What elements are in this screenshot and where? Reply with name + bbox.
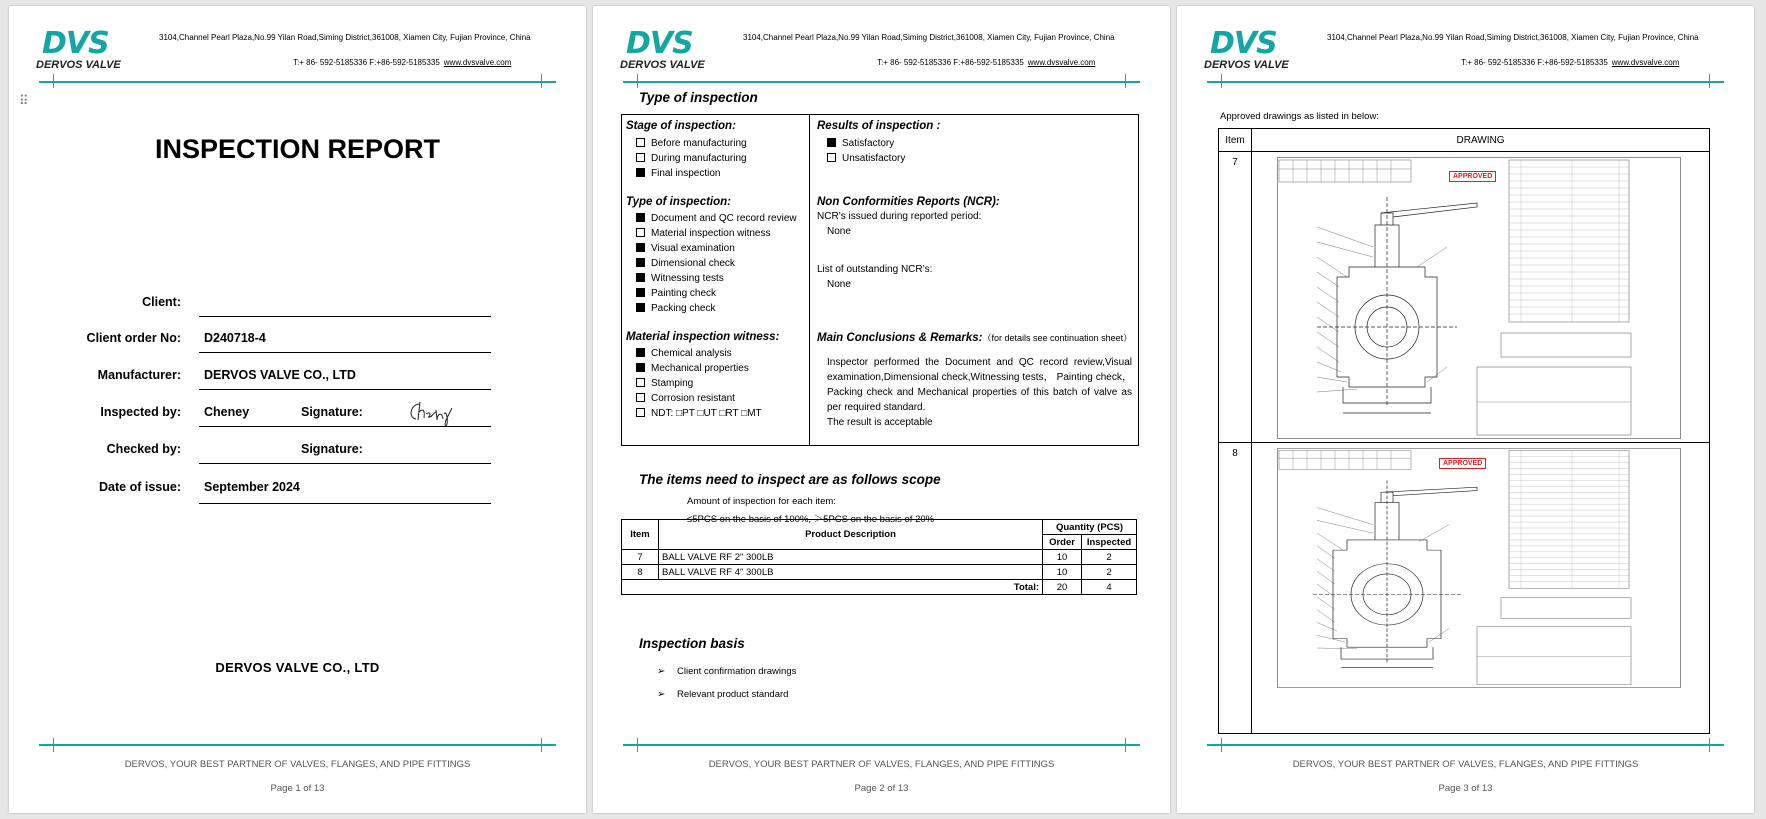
page-number: Page 3 of 13 xyxy=(1438,783,1493,794)
inspected-label: Inspected by: xyxy=(100,405,181,419)
header-address: 3104,Channel Pearl Plaza,No.99 Yilan Road,Siming District,361008, Xiamen City, Fujian Province, China xyxy=(743,33,1115,42)
order-label: Client order No: xyxy=(86,331,181,345)
col-quantity: Quantity (PCS) xyxy=(1043,520,1137,535)
checkbox-document-review[interactable]: Document and QC record review xyxy=(636,213,797,224)
signature-label-2: Signature: xyxy=(301,442,363,456)
stage-heading: Stage of inspection: xyxy=(626,120,736,132)
drawing-image xyxy=(1277,448,1681,688)
report-title: INSPECTION REPORT xyxy=(154,134,441,164)
checked-label: Checked by: xyxy=(106,442,181,456)
col-item: Item xyxy=(1219,129,1252,152)
arrow-bullet-icon: ➢ xyxy=(657,689,666,700)
ncr-heading: Non Conformities Reports (NCR): xyxy=(817,196,1000,208)
drawing-image xyxy=(1277,157,1681,439)
checkbox-during-manufacturing[interactable]: During manufacturing xyxy=(636,153,747,164)
company-logo: DVS DERVOS VALVE xyxy=(1204,26,1289,71)
footer-slogan: DERVOS, YOUR BEST PARTNER OF VALVES, FLANGES, AND PIPE FITTINGS xyxy=(708,759,1055,770)
checkbox-painting-check[interactable]: Painting check xyxy=(636,288,716,299)
col-inspected: Inspected xyxy=(1082,535,1137,550)
valve-drawing-7 xyxy=(1277,157,1681,439)
checkbox-chemical-analysis[interactable]: Chemical analysis xyxy=(636,348,732,359)
conclusions-text: Inspector performed the Document and QC record review,Visual examination,Dimensional check,Witnessing tests， Painting check， Packing check and Mechanical properties of this batch of valve as per required standard. The result is acceptable xyxy=(827,357,1132,428)
col-item: Item xyxy=(622,520,659,550)
scope-title: The items need to inspect are as follows scope xyxy=(639,472,941,487)
checkbox-checked-icon xyxy=(636,288,645,297)
conclusions-heading: Main Conclusions & Remarks:（for details see continuation sheet） xyxy=(817,332,1133,344)
type-heading: Type of inspection: xyxy=(626,196,731,208)
checkbox-packing-check[interactable]: Packing check xyxy=(636,303,715,314)
checkbox-stamping[interactable]: Stamping xyxy=(636,378,693,389)
header-website[interactable]: www.dvsvalve.com xyxy=(1027,58,1096,67)
date-label: Date of issue: xyxy=(99,480,181,494)
col-drawing: DRAWING xyxy=(1252,129,1710,152)
checkbox-dimensional-check[interactable]: Dimensional check xyxy=(636,258,735,269)
basis-title: Inspection basis xyxy=(639,636,745,651)
checkbox-icon xyxy=(827,153,836,162)
col-order: Order xyxy=(1043,535,1082,550)
header-address: 3104,Channel Pearl Plaza,No.99 Yilan Road,Siming District,361008, Xiamen City, Fujian Province, China xyxy=(1327,33,1699,42)
checkbox-material-witness[interactable]: Material inspection witness xyxy=(636,228,771,239)
arrow-bullet-icon: ➢ xyxy=(657,666,666,677)
footer-slogan: DERVOS, YOUR BEST PARTNER OF VALVES, FLANGES, AND PIPE FITTINGS xyxy=(1292,759,1639,770)
ncr-issued-value: None xyxy=(827,226,851,237)
table-row: 8 APPROVED xyxy=(1219,443,1710,734)
inspected-value: Cheney xyxy=(204,405,250,419)
page-2 xyxy=(593,6,1170,813)
checkbox-icon xyxy=(636,228,645,237)
checkbox-final-inspection[interactable]: Final inspection xyxy=(636,168,720,179)
checkbox-corrosion-resistant[interactable]: Corrosion resistant xyxy=(636,393,735,404)
page-3 xyxy=(1177,6,1754,813)
checkbox-checked-icon xyxy=(636,348,645,357)
header-website[interactable]: www.dvsvalve.com xyxy=(1611,58,1680,67)
checkbox-unsatisfactory[interactable]: Unsatisfactory xyxy=(827,153,905,164)
page-1 xyxy=(9,6,586,813)
results-heading: Results of inspection : xyxy=(817,120,941,132)
header-contact: T:+ 86- 592-5185336 F:+86-592-5185335 www.dvsvalve.com xyxy=(1461,58,1680,67)
inspection-box xyxy=(621,114,1139,446)
checkbox-icon xyxy=(636,408,645,417)
approved-stamp: APPROVED xyxy=(1449,171,1496,182)
table-total-row: Total: 20 4 xyxy=(622,580,1137,595)
checkbox-ndt[interactable]: NDT: □PT □UT □RT □MT xyxy=(636,408,762,419)
table-row: 7 APPROVED xyxy=(1219,152,1710,443)
order-value: D240718-4 xyxy=(204,331,266,345)
valve-drawing-8 xyxy=(1277,448,1681,730)
page-number: Page 2 of 13 xyxy=(854,783,909,794)
page-number: Page 1 of 13 xyxy=(270,783,325,794)
footer-slogan: DERVOS, YOUR BEST PARTNER OF VALVES, FLANGES, AND PIPE FITTINGS xyxy=(124,759,471,770)
company-name: DERVOS VALVE CO., LTD xyxy=(215,660,380,675)
checkbox-icon xyxy=(636,138,645,147)
ncr-outstanding-value: None xyxy=(827,279,851,290)
checkbox-checked-icon xyxy=(636,303,645,312)
checkbox-checked-icon xyxy=(636,213,645,222)
items-table xyxy=(621,519,1137,595)
col-description: Product Description xyxy=(659,520,1043,550)
company-logo: DVS DERVOS VALVE xyxy=(36,26,121,71)
checkbox-icon xyxy=(636,393,645,402)
signature-label: Signature: xyxy=(301,405,363,419)
approved-stamp: APPROVED xyxy=(1439,458,1486,469)
scope-line-1: Amount of inspection for each item: xyxy=(687,496,836,507)
header-contact: T:+ 86- 592-5185336 F:+86-592-5185335 www.dvsvalve.com xyxy=(877,58,1096,67)
approved-drawings-intro: Approved drawings as listed in below: xyxy=(1220,111,1379,122)
ncr-issued-label: NCR’s issued during reported period: xyxy=(817,211,982,222)
checkbox-mechanical-properties[interactable]: Mechanical properties xyxy=(636,363,749,374)
checkbox-visual-examination[interactable]: Visual examination xyxy=(636,243,735,254)
checkbox-satisfactory[interactable]: Satisfactory xyxy=(827,138,894,149)
drag-handle-icon[interactable]: ⠿ xyxy=(19,93,29,108)
checkbox-witnessing-tests[interactable]: Witnessing tests xyxy=(636,273,724,284)
material-heading: Material inspection witness: xyxy=(626,331,780,343)
ncr-outstanding-label: List of outstanding NCR’s: xyxy=(817,264,933,275)
manufacturer-label: Manufacturer: xyxy=(97,368,181,382)
header-address: 3104,Channel Pearl Plaza,No.99 Yilan Road,Siming District,361008, Xiamen City, Fujian Province, China xyxy=(159,33,531,42)
checkbox-before-manufacturing[interactable]: Before manufacturing xyxy=(636,138,747,149)
manufacturer-value: DERVOS VALVE CO., LTD xyxy=(204,368,356,382)
basis-item-2: ➢ Relevant product standard xyxy=(657,689,789,700)
checkbox-checked-icon xyxy=(827,138,836,147)
table-row: 7 BALL VALVE RF 2" 300LB 10 2 xyxy=(622,550,1137,565)
signature-image xyxy=(406,398,458,428)
checkbox-checked-icon xyxy=(636,258,645,267)
company-logo: DVS DERVOS VALVE xyxy=(620,26,705,71)
checkbox-checked-icon xyxy=(636,168,645,177)
header-website[interactable]: www.dvsvalve.com xyxy=(443,58,512,67)
drawings-table xyxy=(1218,128,1710,734)
basis-item-1: ➢ Client confirmation drawings xyxy=(657,666,797,677)
client-label: Client: xyxy=(142,295,181,309)
scope-line-2: ≤5PCS on the basis of 100%, ＞5PCS on the basis of 20% xyxy=(687,514,935,525)
date-value: September 2024 xyxy=(204,480,300,494)
type-of-inspection-title: Type of inspection xyxy=(639,90,758,105)
checkbox-checked-icon xyxy=(636,363,645,372)
checkbox-checked-icon xyxy=(636,273,645,282)
checkbox-icon xyxy=(636,153,645,162)
table-row: 8 BALL VALVE RF 4" 300LB 10 2 xyxy=(622,565,1137,580)
header-contact: T:+ 86- 592-5185336 F:+86-592-5185335 www.dvsvalve.com xyxy=(293,58,512,67)
checkbox-icon xyxy=(636,378,645,387)
checkbox-checked-icon xyxy=(636,243,645,252)
